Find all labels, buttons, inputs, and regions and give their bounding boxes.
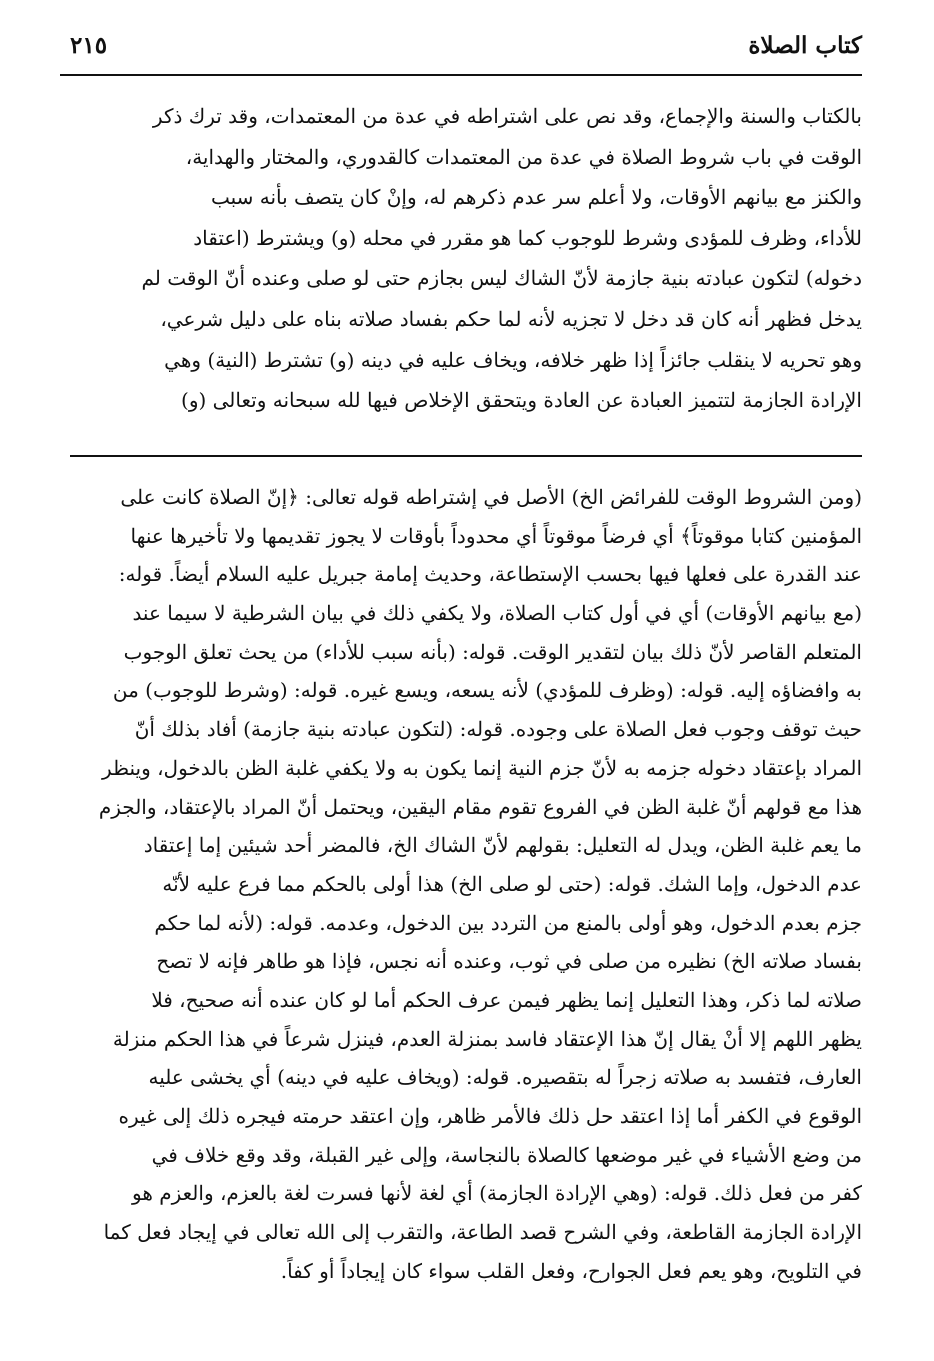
commentary-line: حيث توقف وجوب فعل الصلاة على وجوده. قوله: (لتكون عبادته بنية جازمة) أفاد بذلك أنّ — [134, 717, 862, 742]
commentary-line: العارف، فتفسد به صلاته زجراً له بتقصيره. قوله: (ويخاف عليه في دينه) أي يخشى عليه — [148, 1065, 862, 1090]
main-text-line: دخوله) لتكون عبادته بنية جازمة لأنّ الشاك ليس بجازم حتى لو صلى وعنده أنّ الوقت لم — [141, 266, 862, 291]
main-text-line: وهو تحريه لا ينقلب جائزاً إذا ظهر خلافه، ويخاف عليه في دينه (و) تشترط (النية) وهي — [164, 347, 862, 372]
commentary-line: في التلويح، وهو يعم فعل الجوارح، وفعل القلب سواء كان إيجاداً أو كفاً. — [280, 1258, 862, 1283]
section-divider — [70, 455, 862, 457]
commentary-line: الوقوع في الكفر أما إذا اعتقد حل ذلك فالأمر ظاهر، وإن اعتقد حرمته فيجره ذلك إلى غيره — [118, 1104, 862, 1128]
main-text-line: بالكتاب والسنة والإجماع، وقد نص على اشتراطه في عدة من المعتمدات، وقد ترك ذكر — [152, 104, 862, 128]
main-text-line: الوقت في باب شروط الصلاة في عدة من المعتمدات كالقدوري، والمختار والهداية، — [185, 144, 862, 169]
page-number: ٢١٥ — [70, 32, 108, 59]
main-text-line: والكنز مع بيانهم الأوقات، ولا أعلم سر عدم ذكرهم له، وإنْ كان يتصف بأنه سبب — [210, 185, 862, 210]
running-title: كتاب الصلاة — [748, 32, 862, 59]
commentary-line: المتعلم القاصر لأنّ ذلك بيان لتقدير الوقت. قوله: (بأنه سبب للأداء) من يحث تعلق الوجوب — [123, 639, 862, 664]
main-text-line: للأداء، وظرف للمؤدى وشرط للوجوب كما هو مقرر في محله (و) ويشترط (اعتقاد — [193, 225, 862, 250]
commentary-line: الإرادة الجازمة القاطعة، وفي الشرح قصد الطاعة، والتقرب إلى الله تعالى في إيجاد فعل كما — [103, 1220, 862, 1245]
commentary-line: المؤمنين كتابا موقوتاً﴾ أي فرضاً موقوتاً أي محدوداً بأوقات لا يجوز تقديمها ولا تأخيرها عنها — [130, 523, 862, 548]
commentary-line: ما يعم غلبة الظن، ويدل له التعليل: بقولهم لأنّ الشاك الخ، فالمضر أحد شيئين إما إعتقاد — [143, 833, 862, 858]
commentary-line: (مع بيانهم الأوقات) أي في أول كتاب الصلاة، ولا يكفي ذلك في بيان الشرطية لا سيما عند — [132, 601, 862, 626]
commentary-line: صلاته لما ذكر، وهذا التعليل إنما يظهر فيمن عرف الحكم أما لو كان عنده أنه صحيح، فلا — [151, 987, 862, 1012]
commentary-text — [70, 478, 862, 1290]
commentary-line: جزم بعدم الدخول، وهو أولى بالمنع من التردد بين الدخول، وعدمه. قوله: (لأنه لما حكم — [154, 910, 862, 935]
main-text-line: الإرادة الجازمة لتتميز العبادة عن العادة ويتحقق الإخلاص فيها لله سبحانه وتعالى (و) — [181, 388, 862, 413]
commentary-line: به وافضاؤه إليه. قوله: (وظرف للمؤدي) لأنه يسعه، ويسع غيره. قوله: (وشرط للوجوب) من — [112, 678, 862, 703]
commentary-line: عند القدرة على فعلها فيها بحسب الإستطاعة، وحديث إمامة جبريل عليه السلام أيضاً. قوله: — [118, 562, 862, 587]
commentary-line: يظهر اللهم إلا أنْ يقال إنّ هذا الإعتقاد فاسد بمنزلة العدم، فينزل شرعاً في هذا الحكم منزلة — [112, 1026, 862, 1051]
page-header — [60, 28, 862, 76]
main-text — [70, 96, 862, 421]
commentary-line: كفر من فعل ذلك. قوله: (وهي الإرادة الجازمة) أي لغة لأنها فسرت لغة بالعزم، والعزم هو — [132, 1181, 862, 1206]
commentary-line: المراد بإعتقاد دخوله جزمه به لأنّ جزم النية إنما يكون به ولا يكفي غلبة الظن بالدخول، وينظر — [102, 755, 862, 780]
commentary-line: هذا مع قولهم أنّ غلبة الظن في الفروع تقوم مقام اليقين، ويحتمل أنّ المراد بالإعتقاد، والجزم — [98, 794, 862, 819]
commentary-line: (ومن الشروط الوقت للفرائض الخ) الأصل في إشتراطه قوله تعالى: ﴿إنّ الصلاة كانت على — [120, 485, 862, 509]
commentary-line: بفساد صلاته الخ) نظيره من صلى في ثوب، وعنده أنه نجس، فإذا هو طاهر فإنه لا تصح — [156, 949, 862, 974]
main-text-line: يدخل فظهر أنه كان قد دخل لا تجزيه لأنه لما حكم بفساد صلاته بناه على دليل شرعي، — [160, 306, 862, 331]
commentary-line: من وضع الأشياء في غير موضعها كالصلاة بالنجاسة، وإلى غير القبلة، وقد وقع خلاف في — [151, 1142, 862, 1167]
commentary-line: عدم الدخول، وإما الشك. قوله: (حتى لو صلى الخ) هذا أولى بالحكم مما فرع عليه لأنّه — [162, 871, 862, 896]
